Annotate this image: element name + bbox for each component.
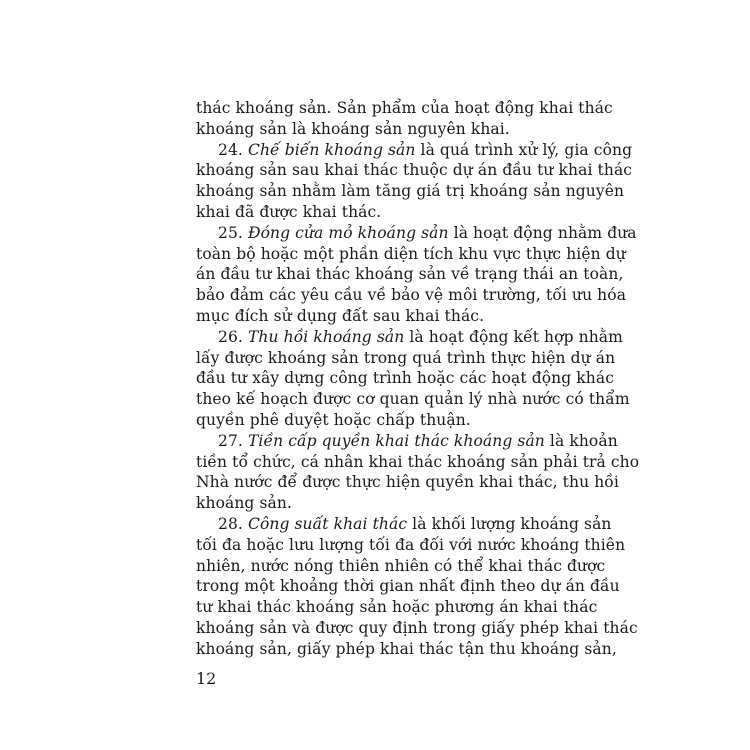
definition-number: 26. xyxy=(218,327,243,346)
definition-term: Công suất khai thác xyxy=(247,514,408,533)
definition-first-line xyxy=(196,431,618,452)
definition-27 xyxy=(196,431,640,514)
definition-text: là khoản xyxy=(544,431,618,450)
text-line: quyền phê duyệt hoặc chấp thuận. xyxy=(196,410,471,429)
text-line: lấy được khoáng sản trong quá trình thực hiện dự án xyxy=(196,348,616,367)
definition-25 xyxy=(196,223,637,327)
text-line: khoáng sản và được quy định trong giấy phép khai thác xyxy=(196,618,638,637)
definition-term: Tiền cấp quyền khai thác khoáng sản xyxy=(247,431,545,450)
text-line: án đầu tư khai thác khoáng sản về trạng thái an toàn, xyxy=(196,265,624,284)
text-line: khoáng sản nhằm làm tăng giá trị khoáng sản nguyên xyxy=(196,182,625,201)
text-line: khoáng sản sau khai thác thuộc dự án đầu tư khai thác xyxy=(196,161,633,180)
definition-text: là quá trình xử lý, gia công xyxy=(415,140,633,159)
text-line: tư khai thác khoáng sản hoặc phương án khai thác xyxy=(196,598,598,617)
text-line: khoáng sản. xyxy=(196,494,292,513)
text-line: đầu tư xây dựng công trình hoặc các hoạt động khác xyxy=(196,369,614,388)
page-body xyxy=(196,98,640,660)
text-line: thác khoáng sản. Sản phẩm của hoạt động khai thác xyxy=(196,99,613,117)
definition-first-line xyxy=(196,327,623,348)
definition-26 xyxy=(196,327,630,431)
definition-text: là khối lượng khoáng sản xyxy=(407,514,612,533)
text-line: toàn bộ hoặc một phần diện tích khu vực thực hiện dự xyxy=(196,244,626,263)
definition-term: Thu hồi khoáng sản xyxy=(247,327,405,346)
text-line: trong một khoảng thời gian nhất định theo dự án đầu xyxy=(196,577,620,596)
definition-number: 28. xyxy=(218,514,243,533)
page-number: 12 xyxy=(196,669,217,688)
definition-first-line xyxy=(196,140,633,161)
definition-24 xyxy=(196,140,633,223)
definition-text: là hoạt động kết hợp nhằm xyxy=(404,327,623,346)
definition-number: 25. xyxy=(218,223,243,242)
text-line: tối đa hoặc lưu lượng tối đa đối với nước khoáng thiên xyxy=(196,535,626,554)
text-line: bảo đảm các yêu cầu về bảo vệ môi trường, tối ưu hóa xyxy=(196,286,627,305)
text-line: Nhà nước để được thực hiện quyền khai thác, thu hồi xyxy=(196,473,619,492)
definition-text: là hoạt động nhằm đưa xyxy=(448,223,637,242)
text-line: nhiên, nước nóng thiên nhiên có thể khai thác được xyxy=(196,556,606,575)
definition-first-line xyxy=(196,514,612,535)
text-line: theo kế hoạch được cơ quan quản lý nhà nước có thẩm xyxy=(196,390,630,409)
text-line: khai đã được khai thác. xyxy=(196,202,382,221)
definition-term: Chế biến khoáng sản xyxy=(247,140,416,159)
definition-number: 27. xyxy=(218,431,243,450)
text-line: khoáng sản là khoáng sản nguyên khai. xyxy=(196,119,510,138)
definition-first-line xyxy=(196,223,637,244)
text-line: mục đích sử dụng đất sau khai thác. xyxy=(196,306,485,325)
definition-28 xyxy=(196,514,638,660)
text-line: tiền tổ chức, cá nhân khai thác khoáng sản phải trả cho xyxy=(196,452,640,471)
definition-term: Đóng cửa mỏ khoáng sản xyxy=(247,223,449,242)
paragraph-continuation xyxy=(196,98,613,140)
text-line: khoáng sản, giấy phép khai thác tận thu khoáng sản, xyxy=(196,639,617,658)
definition-number: 24. xyxy=(218,140,243,159)
